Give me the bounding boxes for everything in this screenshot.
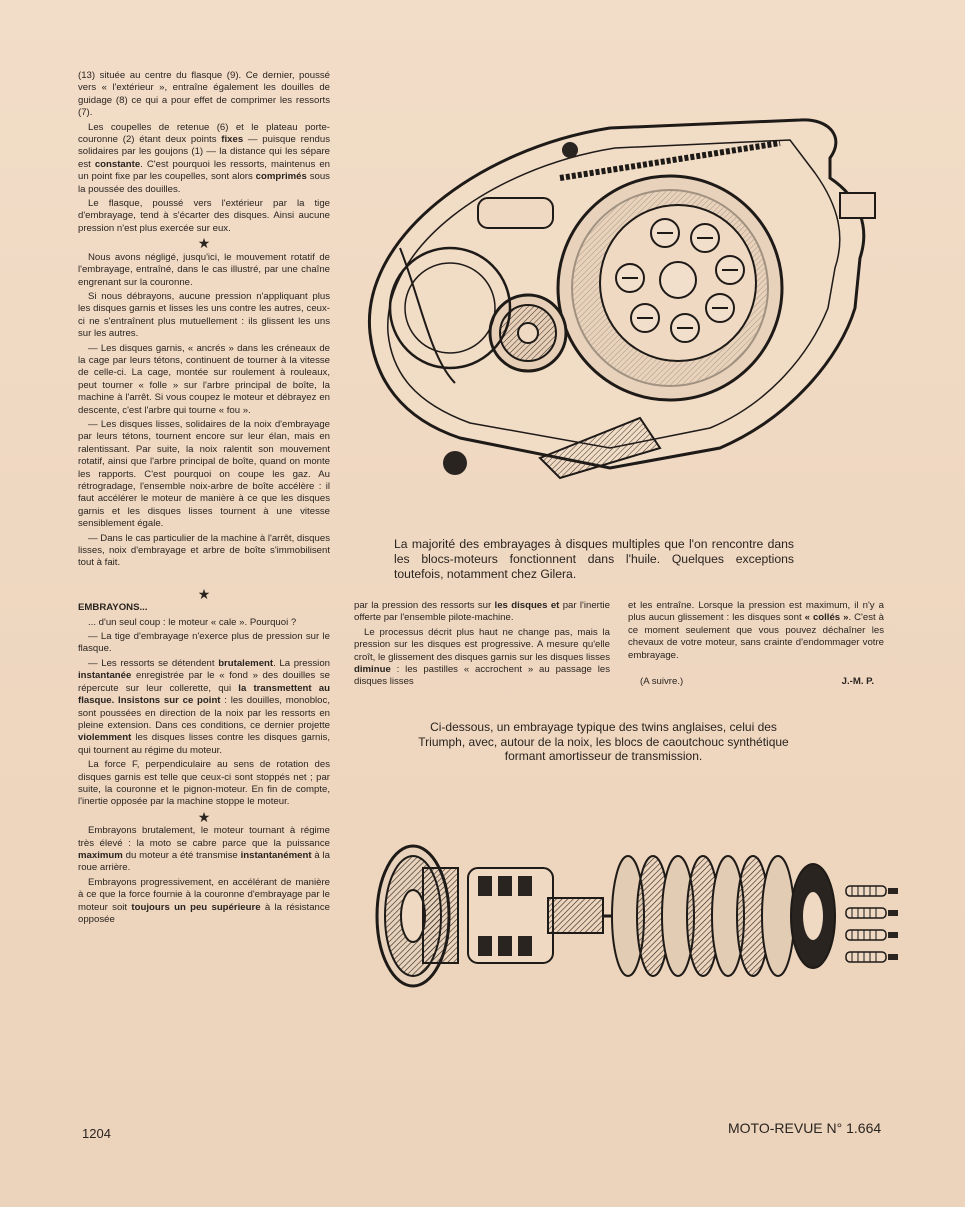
magazine-issue: MOTO-REVUE N° 1.664 [728, 1120, 882, 1136]
paragraph: — La tige d'embrayage n'exerce plus de pression sur le flasque. [78, 631, 330, 655]
paragraph: Les coupelles de retenue (6) et le plateau porte-couronne (2) étant deux points fixes — puisque rendus solidaires par les goujons (1) — la distance qui les sépare est constante. C'est pourquoi les ressorts, maintenus en un point fixe par les coupelles, sont alors comprimés sous la poussée des douilles. [78, 121, 330, 195]
paragraph: Si nous débrayons, aucune pression n'appliquant plus les disques garnis et lisses les uns contre les autres, ceux-ci ne s'entraînent plus mutuellement : ils glissent les uns sur les autres. [78, 290, 330, 340]
exploded-clutch-illustration [368, 838, 908, 998]
paragraph: et les entraîne. Lorsque la pression est maximum, il n'y a plus aucun glissement : les disques sont « collés ». C'est à ce moment seulement que vous pouvez déchaîner les chevaux de votre moteur, sans crainte d'endommager votre embrayage. [628, 600, 884, 661]
figure-caption-top: La majorité des embrayages à disques multiples que l'on rencontre dans les blocs-moteurs fonctionnent dans l'huile. Quelques exceptions toutefois, notamment chez Gilera. [394, 537, 794, 581]
star-separator: ★ [197, 808, 211, 825]
paragraph: Embrayons progressivement, en accélérant de manière à ce que la force fournie à la couronne d'embrayage par le moteur soit toujours un peu supérieure à la résistance opposée [78, 876, 330, 925]
section-heading: EMBRAYONS... [78, 602, 148, 614]
engine-clutch-illustration [360, 118, 900, 488]
star-separator: ★ [197, 235, 211, 252]
paragraph: — Les disques lisses, solidaires de la noix d'embrayage par leurs tétons, tournent encore sur leur élan, mais en ralentissant. Par suite, la noix ralentit son mouvement rotatif, ainsi que l'arbre principal de boîte, quand on monte les rapports. C'est pourquoi on coupe les gaz. Au rétrogradage, l'ensemble noix-arbre de boîte accélère : il faut accélérer le moteur de manière à ce que les disques garnis et les disques lisses tournent à une vitesse sensiblement égale. [78, 418, 330, 530]
paragraph: — Les disques garnis, « ancrés » dans les créneaux de la cage par leurs tétons, continuent de tourner à la vitesse de celle-ci. La cage, montée sur roulement à rouleaux, peut tourner « folle » sur l'arbre principal de boîte, la machine à l'arrêt. Si vous coupez le moteur et débrayez en descente, c'est l'arbre qui tourne « fou ». [78, 342, 330, 416]
paragraph: Le processus décrit plus haut ne change pas, mais la pression sur les disques est progressive. A mesure qu'elle croît, le glissement des disques garnis sur les disques lisses diminue : les pastilles « accrochent » au passage les disques lisses [354, 626, 610, 688]
paragraph: Embrayons brutalement, le moteur tournant à régime très élevé : la moto se cabre parce que la puissance maximum du moteur a été transmise instantanément à la roue arrière. [78, 825, 330, 874]
paragraph: (13) située au centre du flasque (9). Ce dernier, poussé vers « l'extérieur », entraîne également les douilles de guidage (8) ce qui a pour effet de comprimer les ressorts (7). [78, 70, 330, 119]
figure-caption-bottom: Ci-dessous, un embrayage typique des twins anglaises, celui des Triumph, avec, autour de la noix, les blocs de caoutchouc synthétique formant amortisseur de transmission. [418, 720, 789, 763]
paragraph: — Les ressorts se détendent brutalement. La pression instantanée enregistrée par le « fond » des douilles se répercute sur leur collerette, qui la transmettent au flasque. Insistons sur ce point : les douilles, monobloc, sont poussées en direction de la noix par les ressorts en pleine extension. Dans ces conditions, ce dernier projette violemment les disques lisses contre les disques garnis, qui tournent au régime du moteur. [78, 657, 330, 756]
to-be-continued: (A suivre.) [640, 676, 684, 688]
middle-column-a [354, 600, 610, 691]
paragraph: ... d'un seul coup : le moteur « cale ». Pourquoi ? [88, 616, 297, 628]
paragraph: — Dans le cas particulier de la machine à l'arrêt, disques lisses, noix d'embrayage et arbre de boîte s'immobilisent tout à fait. [78, 532, 330, 569]
left-column [78, 70, 330, 928]
article-end [628, 676, 884, 688]
star-separator: ★ [197, 585, 211, 602]
paragraph: Nous avons négligé, jusqu'ici, le mouvement rotatif de l'embrayage, entraîné, dans le cas illustré, par une chaîne engrenant sur la couronne. [78, 251, 330, 288]
author-signature: J.-M. P. [841, 676, 874, 688]
paragraph: La force F, perpendiculaire au sens de rotation des disques garnis est telle que ceux-ci sont stoppés net ; par suite, la couronne et le pignon-moteur. En fin de compte, l'inertie opposée par la machine stoppe le moteur. [78, 759, 330, 808]
middle-column-b [628, 600, 884, 688]
paragraph: Le flasque, poussé vers l'extérieur par la tige d'embrayage, tend à s'écarter des disques. Ainsi aucune pression n'est plus exercée sur eux. [78, 198, 330, 234]
page-number: 1204 [82, 1126, 111, 1141]
paragraph: par la pression des ressorts sur les disques et par l'inertie offerte par l'ensemble pilote-machine. [354, 600, 610, 624]
